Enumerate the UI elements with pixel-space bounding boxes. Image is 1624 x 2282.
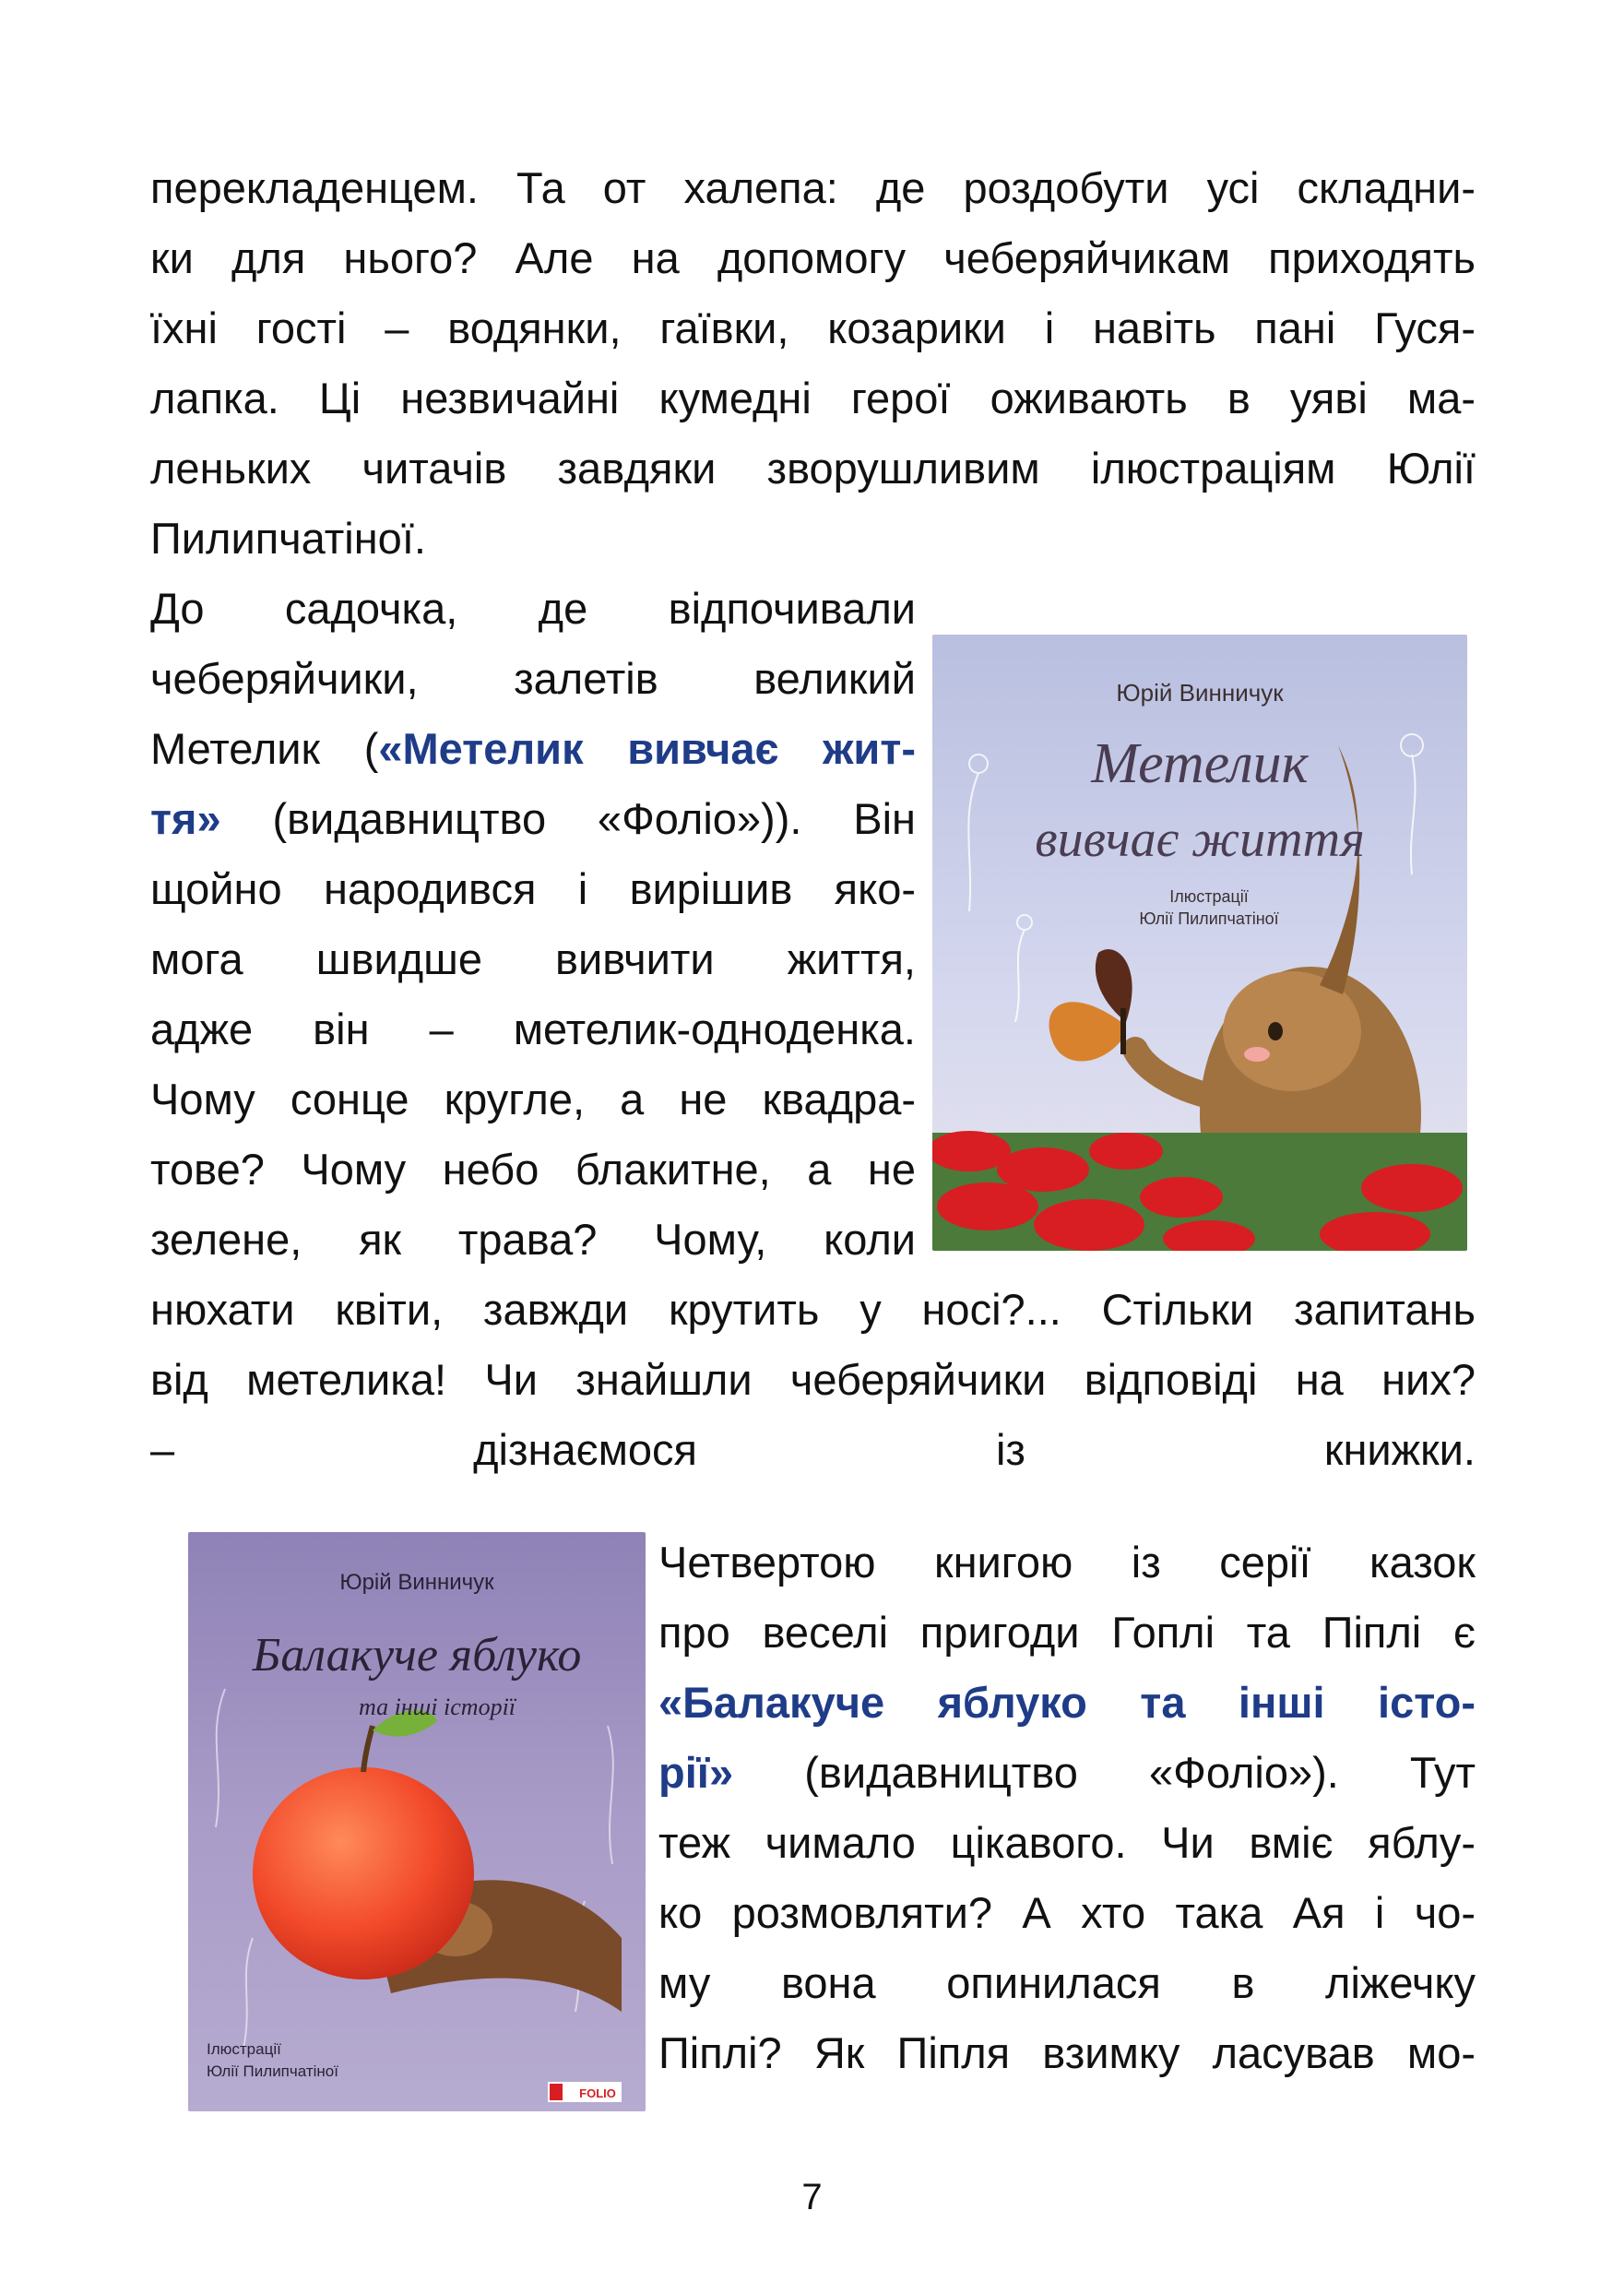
cover-illustrations-label: Ілюстрації — [1169, 887, 1249, 906]
page-number: 7 — [801, 2177, 823, 2217]
text-line: Четвертою книгою із серії казок — [658, 1538, 1476, 1587]
text-line: ки для нього? Але на допомогу чеберяйчикам приходять — [150, 233, 1476, 282]
text-fragment: (видавництво «Фоліо»). Тут — [733, 1748, 1476, 1797]
text-line — [658, 1668, 1476, 1738]
text-line: лапка. Ці незвичайні кумедні герої оживають в уяві ма- — [150, 374, 1476, 422]
text-line: перекладенцем. Та от халепа: де роздобути усі складни- — [150, 163, 1476, 212]
text-line — [150, 714, 916, 784]
cover-title-line-1: Метелик — [1091, 732, 1309, 795]
cover-title-line-2: вивчає життя — [1035, 811, 1365, 868]
cover-illustrator: Юлії Пилипчатіної — [1139, 909, 1279, 928]
text-line: ко розмовляти? А хто така Ая і чо- — [658, 1888, 1476, 1937]
text-line — [658, 1738, 1476, 1808]
text-line: Чому сонце кругле, а не квадра- — [150, 1075, 916, 1123]
cover-title-line-2: та інші історії — [358, 1694, 516, 1720]
text-line: зелене, як трава? Чому, коли — [150, 1215, 916, 1264]
publisher-logo: FOLIO — [579, 2086, 616, 2100]
book-cover-metelyk — [932, 635, 1467, 1251]
cover-title-line-1: Балакуче яблуко — [252, 1629, 582, 1682]
text-line — [150, 784, 916, 854]
top-paragraph — [150, 153, 1476, 574]
text-line: нюхати квіти, завжди крутить у носі?... Стільки запитань — [150, 1285, 1476, 1334]
text-fragment: (видавництво «Фоліо»)). Він — [220, 794, 916, 843]
text-line: Пилипчатіної. — [150, 514, 426, 563]
text-line: адже він – метелик-одноденка. — [150, 1004, 916, 1053]
second-paragraph-wrap — [150, 574, 916, 1275]
text-line: від метелика! Чи знайшли чеберяйчики відповіді на них? — [150, 1355, 1476, 1404]
book-title-link: «Балакуче яблуко та інші істо- — [658, 1678, 1476, 1727]
cover-illustrator: Юлії Пилипчатіної — [207, 2062, 338, 2080]
second-paragraph-full — [150, 1275, 1476, 1485]
text-line: про веселі пригоди Гоплі та Піплі є — [658, 1608, 1476, 1657]
text-line: леньких читачів завдяки зворушливим ілюстраціям Юлії — [150, 444, 1476, 493]
text-line: Піплі? Як Піпля взимку ласував мо- — [658, 2028, 1476, 2077]
cover-illustrations-label: Ілюстрації — [207, 2040, 281, 2058]
text-fragment: Метелик ( — [150, 724, 379, 773]
book-cover-balakuche — [188, 1532, 646, 2111]
cover-illustration — [932, 635, 1467, 1251]
book-title-link: тя» — [150, 794, 221, 843]
cover-author: Юрій Винничук — [1116, 679, 1284, 707]
book-title-link: «Метелик вивчає жит- — [378, 724, 916, 773]
text-line: теж чимало цікавого. Чи вміє яблу- — [658, 1818, 1476, 1867]
text-line: щойно народився і вирішив яко- — [150, 864, 916, 913]
text-line: чеберяйчики, залетів великий — [150, 654, 916, 703]
cover-author: Юрій Винничук — [339, 1570, 494, 1595]
text-line: тове? Чому небо блакитне, а не — [150, 1145, 916, 1194]
text-line: їхні гості – водянки, гаївки, козарики і навіть пані Гуся- — [150, 303, 1476, 352]
third-paragraph — [658, 1527, 1476, 2088]
text-line: До садочка, де відпочивали — [150, 584, 916, 633]
text-line: му вона опинилася в ліжечку — [658, 1958, 1476, 2007]
book-title-link: рії» — [658, 1748, 734, 1797]
text-line: – дізнаємося із книжки. — [150, 1425, 1476, 1474]
cover-illustration — [188, 1532, 646, 2111]
text-line: мога швидше вивчити життя, — [150, 934, 916, 983]
